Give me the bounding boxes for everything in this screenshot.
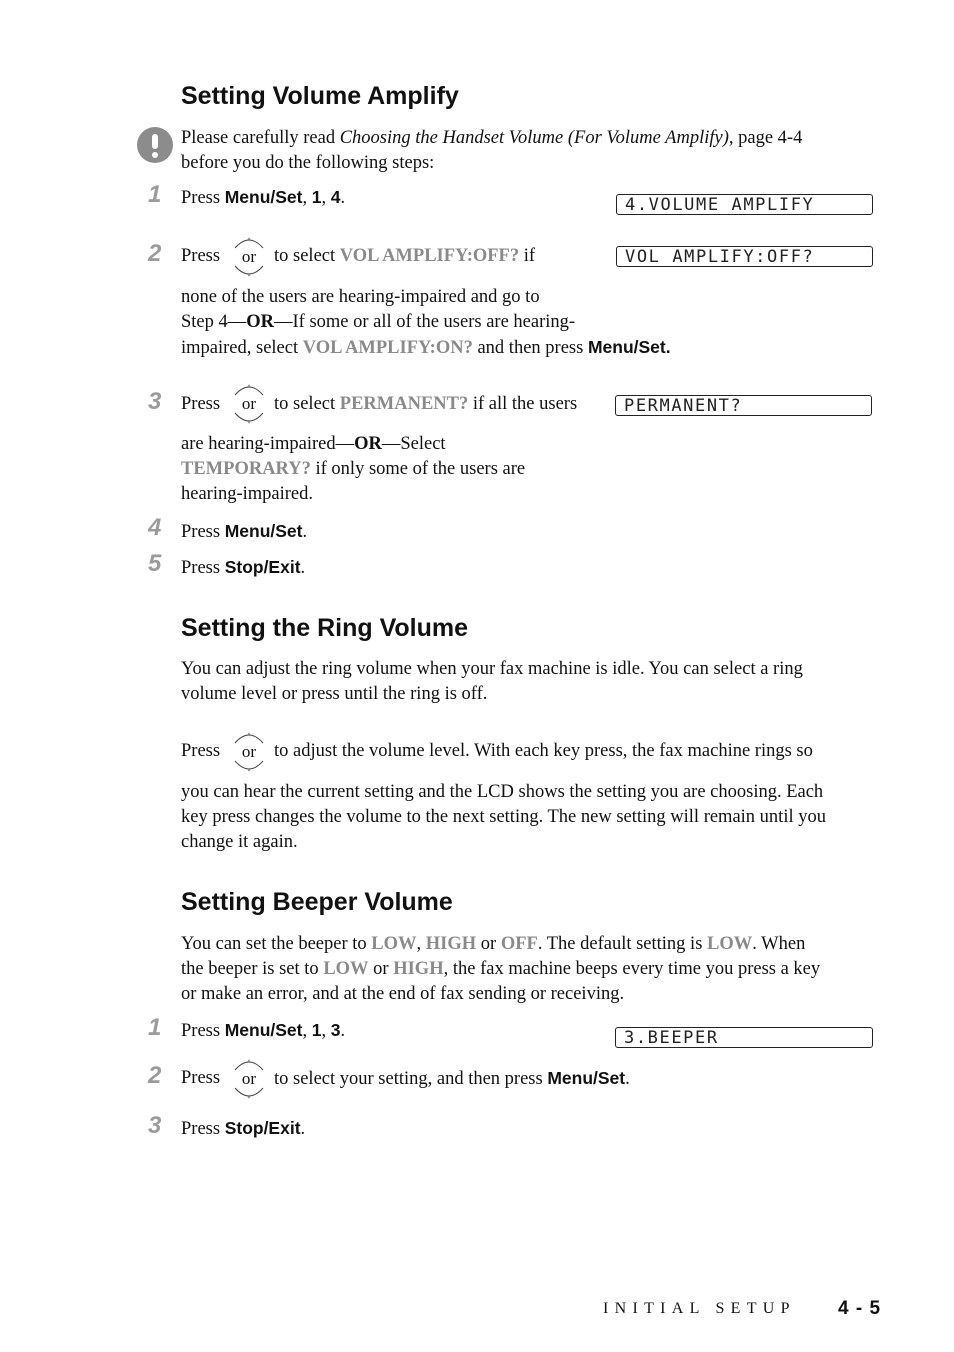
text-line: You can set the beeper to (181, 934, 372, 954)
beeper-intro (181, 932, 820, 1007)
sep: , (302, 188, 312, 208)
lcd-option: VOL AMPLIFY:OFF? (339, 246, 520, 266)
footer-section-label: INITIAL SETUP (603, 1300, 796, 1317)
if-text: if (519, 246, 536, 266)
section-title-volume-amplify: Setting Volume Amplify (181, 82, 459, 110)
or-text: OR (354, 434, 382, 454)
step-press: Press (181, 1068, 221, 1088)
sep: . (340, 1021, 346, 1041)
lcd-option: TEMPORARY? (181, 459, 311, 479)
up-down-arrow-key-icon (231, 729, 267, 775)
section-title-beeper-volume: Setting Beeper Volume (181, 888, 453, 916)
text-line: —Select (381, 434, 446, 454)
lcd-option: OFF (500, 934, 538, 954)
ring-intro (181, 657, 803, 707)
text-line: you can hear the current setting and the LCD shows the setting you are choosing. Each (181, 782, 824, 802)
text-line: impaired, select (181, 338, 303, 358)
text-line: or (368, 959, 394, 979)
key-label: Menu/Set (224, 521, 303, 541)
key-label: 1 (311, 1020, 322, 1040)
text-line: to adjust the volume level. With each key press, the fax machine rings so (274, 741, 813, 761)
navkey-label: or (241, 742, 257, 761)
lcd-option: PERMANENT? (339, 394, 469, 414)
select-text: to select (274, 246, 340, 266)
key-label: Stop/Exit (224, 1118, 301, 1138)
step-text (274, 392, 577, 417)
sep: , (321, 188, 331, 208)
step-press: Press (181, 1119, 225, 1139)
page-number: 4 - 5 (838, 1298, 882, 1319)
key-label: Menu/Set (224, 1020, 303, 1040)
step-text (181, 185, 345, 211)
sep: . (340, 188, 346, 208)
navkey-label: or (241, 247, 257, 266)
text-line: Step 4— (181, 312, 247, 332)
text-line: , the fax machine beeps every time you press a key (443, 959, 821, 979)
lcd-display: PERMANENT? (615, 395, 872, 416)
text-line: . When (752, 934, 806, 954)
key-label: Menu/Set. (587, 337, 671, 357)
step-text (274, 244, 535, 269)
step-press: Press (181, 741, 221, 761)
step-text-continued (181, 285, 671, 361)
step-number: 3 (148, 1112, 162, 1139)
or-text: OR (246, 312, 275, 332)
text-line: You can adjust the ring volume when your fax machine is idle. You can select a ring (181, 659, 803, 679)
text-line: hearing-impaired. (181, 484, 314, 504)
lcd-display: VOL AMPLIFY:OFF? (616, 246, 873, 267)
text-line: the beeper is set to (181, 959, 324, 979)
step-press: Press (181, 1021, 225, 1041)
step-number: 2 (148, 1062, 162, 1089)
up-down-arrow-key-icon (231, 1056, 267, 1102)
step-text-continued (181, 432, 525, 507)
text-line: and then press (472, 338, 588, 358)
sep: . (300, 1119, 306, 1139)
key-label: 3 (330, 1020, 341, 1040)
text-line: to select your setting, and then press (274, 1069, 548, 1089)
step-number: 5 (148, 550, 162, 577)
up-down-arrow-key-icon (231, 381, 267, 427)
text-line: . The default setting is (537, 934, 708, 954)
step-text (181, 1018, 345, 1044)
text-line: , (416, 934, 426, 954)
section-title-ring-volume: Setting the Ring Volume (181, 614, 469, 642)
text-line: or (476, 934, 501, 954)
note-line2: before you do the following steps: (181, 153, 435, 173)
lcd-display: 4.VOLUME AMPLIFY (616, 194, 873, 215)
text-line: —If some or all of the users are hearing- (274, 312, 576, 332)
step-press: Press (181, 522, 225, 542)
text-line: key press changes the volume to the next setting. The new setting will remain until you (181, 807, 826, 827)
note-reference: Choosing the Handset Volume (For Volume Amplify) (339, 128, 729, 148)
step-press: Press (181, 188, 225, 208)
sep: . (300, 558, 306, 578)
sep: . (302, 522, 308, 542)
ring-description (181, 780, 826, 855)
step-number: 3 (148, 388, 162, 415)
text-line: none of the users are hearing-impaired and go to (181, 287, 540, 307)
key-label: Menu/Set (224, 187, 303, 207)
key-label: Stop/Exit (224, 557, 301, 577)
step-text (274, 1066, 630, 1092)
lcd-option: LOW (707, 934, 753, 954)
sep: , (321, 1021, 331, 1041)
key-label: 1 (311, 187, 322, 207)
navkey-label: or (241, 394, 257, 413)
step-press: Press (181, 558, 225, 578)
text-line: if all the users (468, 394, 578, 414)
note-text (181, 126, 802, 176)
key-label: 4 (330, 187, 341, 207)
note-post: , page 4-4 (728, 128, 803, 148)
sep: . (625, 1069, 630, 1089)
lcd-option: HIGH (393, 959, 444, 979)
step-text (181, 519, 307, 545)
step-number: 4 (148, 514, 162, 541)
note-pre: Please carefully read (181, 128, 340, 148)
key-label: Menu/Set (547, 1068, 626, 1088)
warning-icon (137, 127, 173, 163)
step-number: 2 (148, 240, 162, 267)
lcd-option: LOW (323, 959, 369, 979)
lcd-option: VOL AMPLIFY:ON? (302, 338, 473, 358)
lcd-option: LOW (371, 934, 417, 954)
lcd-display: 3.BEEPER (615, 1027, 873, 1048)
text-line: are hearing-impaired— (181, 434, 355, 454)
text-line: volume level or press until the ring is off. (181, 684, 488, 704)
text-line: if only some of the users are (310, 459, 526, 479)
step-number: 1 (148, 1014, 162, 1041)
step-number: 1 (148, 181, 162, 208)
select-text: to select (274, 394, 340, 414)
text-line: change it again. (181, 832, 298, 852)
lcd-option: HIGH (425, 934, 477, 954)
sep: , (302, 1021, 312, 1041)
up-down-arrow-key-icon (231, 234, 267, 280)
step-text (181, 1116, 305, 1142)
step-press: Press (181, 394, 221, 414)
navkey-label: or (241, 1069, 257, 1088)
text-line: or make an error, and at the end of fax sending or receiving. (181, 984, 625, 1004)
step-press: Press (181, 246, 221, 266)
step-text (181, 555, 305, 581)
